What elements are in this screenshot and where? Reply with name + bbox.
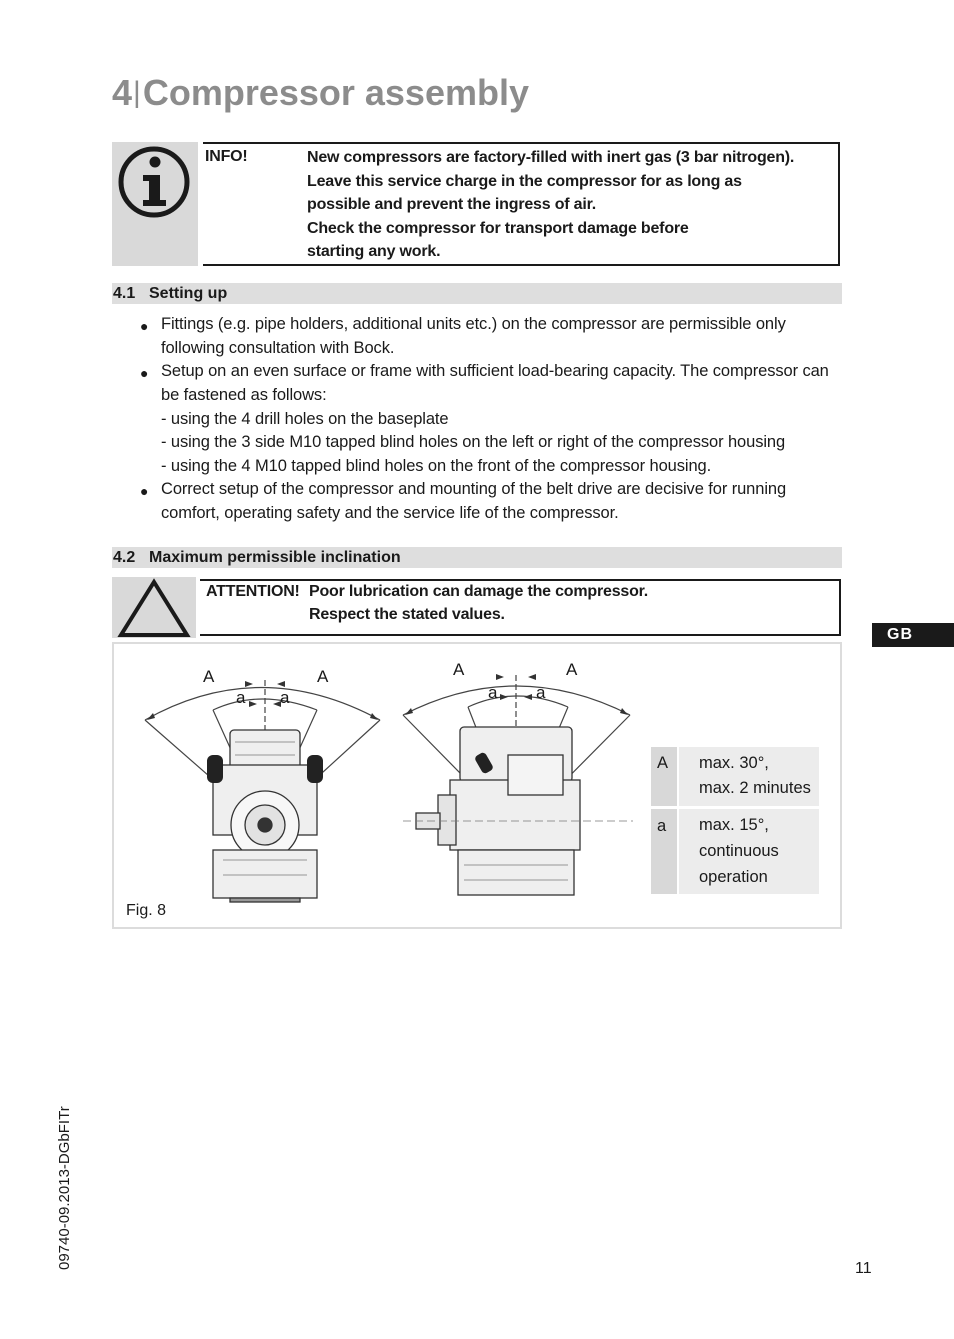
title-separator: |: [133, 76, 141, 109]
angle-label-A: A: [566, 660, 578, 679]
table-key: A: [657, 754, 669, 772]
chapter-title: Compressor assembly: [142, 72, 530, 113]
body-text-line: - using the 4 drill holes on the baseplate: [161, 410, 449, 428]
figure-caption: Fig. 8: [126, 902, 167, 919]
info-icon-box: [112, 142, 198, 266]
bullet-icon: ●: [140, 365, 149, 381]
section-heading-inclination: [112, 547, 842, 568]
bullet-icon: ●: [140, 483, 149, 499]
angle-label-a: a: [236, 688, 246, 707]
body-text-line: comfort, operating safety and the service life of the compressor.: [161, 504, 619, 522]
info-icon: [112, 142, 198, 266]
language-tab: GB: [872, 623, 954, 647]
document-number: 09740-09.2013-DGbFITr: [56, 1106, 73, 1270]
body-text-line: - using the 4 M10 tapped blind holes on the front of the compressor housing.: [161, 457, 712, 475]
page-title: [112, 72, 529, 114]
page-number: 11: [855, 1260, 872, 1277]
angle-label-a: a: [488, 683, 498, 702]
warning-triangle-icon: [112, 577, 196, 638]
body-text-line: Fittings (e.g. pipe holders, additional units etc.) on the compressor are permissible only: [161, 315, 786, 333]
angle-label-A: A: [203, 667, 215, 686]
body-text-line: Correct setup of the compressor and mounting of the belt drive are decisive for running: [161, 480, 787, 498]
bullet-icon: ●: [140, 318, 149, 334]
info-text-line: starting any work.: [307, 243, 441, 260]
table-key: a: [657, 817, 667, 835]
angle-label-a: a: [280, 688, 290, 707]
info-text-line: Check the compressor for transport damage before: [307, 220, 689, 237]
compressor-side-view-drawing: [398, 655, 638, 905]
table-value-line: max. 15°,: [699, 816, 769, 834]
body-text-line: following consultation with Bock.: [161, 339, 395, 357]
table-value-line: max. 2 minutes: [699, 779, 811, 797]
attention-text-line: Poor lubrication can damage the compressor.: [309, 583, 649, 600]
chapter-number: 4: [112, 72, 133, 113]
table-value-line: operation: [699, 868, 768, 886]
info-text-line: New compressors are factory-filled with inert gas (3 bar nitrogen).: [307, 149, 795, 166]
section-number: 4.2: [113, 549, 136, 566]
section-title: Setting up: [149, 285, 228, 302]
info-label: INFO!: [205, 148, 248, 165]
table-value-line: max. 30°,: [699, 754, 769, 772]
info-text-line: Leave this service charge in the compressor for as long as: [307, 173, 742, 190]
table-value-line: continuous: [699, 842, 779, 860]
compressor-front-view-drawing: [135, 660, 390, 905]
section-number: 4.1: [113, 285, 136, 302]
angle-label-a: a: [536, 683, 546, 702]
angle-label-A: A: [317, 667, 329, 686]
section-heading-setting-up: [112, 283, 842, 304]
attention-text-line: Respect the stated values.: [309, 606, 505, 623]
body-text-line: Setup on an even surface or frame with sufficient load-bearing capacity. The compressor can: [161, 362, 829, 380]
body-text-line: - using the 3 side M10 tapped blind holes on the left or right of the compressor housing: [161, 433, 786, 451]
angle-label-A: A: [453, 660, 465, 679]
attention-label: ATTENTION!: [206, 583, 300, 600]
warning-icon-box: [112, 577, 196, 638]
body-text-line: be fastened as follows:: [161, 386, 327, 404]
section-title: Maximum permissible inclination: [149, 549, 401, 566]
info-text-line: possible and prevent the ingress of air.: [307, 196, 596, 213]
